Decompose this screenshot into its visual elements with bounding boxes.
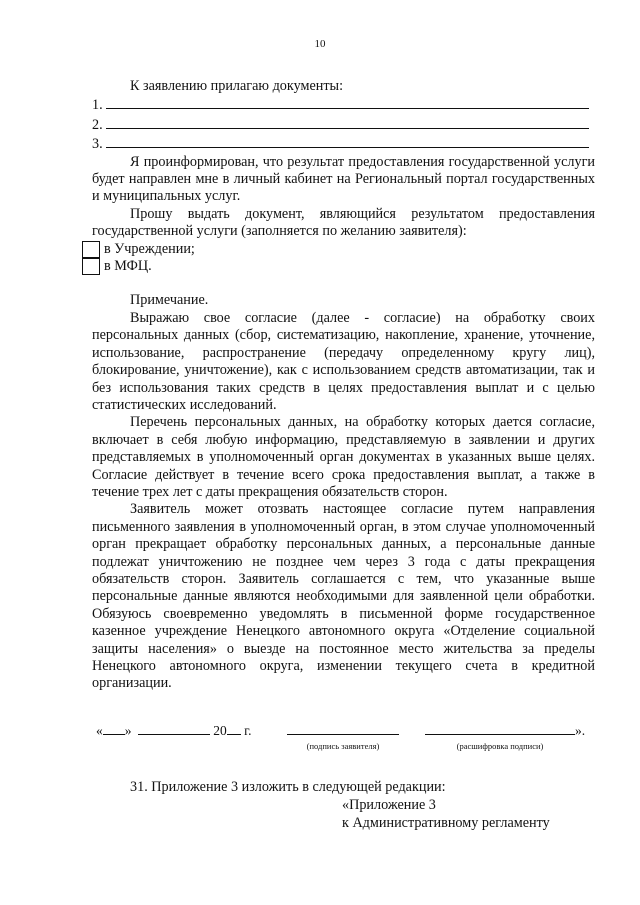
page-number: 10 [314, 38, 326, 50]
amendment-line: 31. Приложение 3 изложить в следующей редакции: [130, 779, 446, 795]
quote-open: « [96, 723, 103, 738]
decode-blank[interactable] [425, 722, 575, 735]
date-field[interactable] [96, 722, 252, 739]
document-blank-field[interactable] [106, 134, 589, 148]
attachments-heading: К заявлению прилагаю документы: [130, 78, 344, 94]
spacer [92, 275, 595, 292]
signature-caption: (подпись заявителя) [306, 741, 380, 751]
document-line-number: 3. [92, 136, 103, 153]
option-institution[interactable] [82, 241, 595, 258]
checkbox[interactable] [82, 241, 100, 258]
decode-caption: (расшифровка подписи) [456, 741, 544, 751]
end-mark: ». [575, 723, 586, 738]
month-blank[interactable] [138, 722, 210, 735]
note-heading: Примечание. [130, 292, 209, 309]
form-body [92, 78, 595, 693]
informed-paragraph: Я проинформирован, что результат предоставления государственной услуги будет направлен мне в личный кабинет на Региональный портал государственных и муниципальных услуг. [92, 153, 595, 205]
year-prefix: 20 [213, 723, 227, 738]
day-blank[interactable] [103, 722, 125, 735]
checkbox[interactable] [82, 258, 100, 275]
signature-field[interactable] [287, 722, 399, 739]
document-line-1 [92, 95, 595, 114]
option-label: в Учреждении; [104, 240, 195, 257]
document-line-number: 1. [92, 97, 103, 114]
quote-close: » [124, 723, 132, 738]
decode-field[interactable] [425, 722, 585, 739]
signature-blank[interactable] [287, 722, 399, 735]
year-blank[interactable] [227, 722, 241, 735]
option-mfc[interactable] [82, 258, 595, 275]
consent-paragraph-2: Перечень персональных данных, на обработку которых дается согласие, включает в себя любую информацию, представляемую в заявлении и других представляемых в уполномоченный орган документах в указанных выше целях. Согласие действует в течение всего срока предоставления выплат, а также в течение трех лет с даты прекращения обязательств сторон. [92, 414, 595, 500]
option-label: в МФЦ. [104, 258, 152, 275]
appendix-title: «Приложение 3 [342, 797, 436, 813]
year-suffix: г. [244, 723, 252, 738]
document-line-number: 2. [92, 116, 103, 133]
amendment-block [92, 778, 595, 832]
request-paragraph: Прошу выдать документ, являющийся результатом предоставления государственной услуги (заполняется по желанию заявителя): [92, 205, 595, 240]
document-blank-field[interactable] [106, 115, 589, 129]
consent-paragraph-3: Заявитель может отозвать настоящее согласие путем направления письменного заявления в уполномоченный орган, в этом случае уполномоченный орган прекращает обработку персональных данных, а персональные данные подлежат уничтожению не позднее чем через 3 года с даты прекращения обязательств сторон. Заявитель соглашается с тем, что указанные выше персональные данные являются необходимыми для заявленной цели обработки. Обязуюсь своевременно уведомлять в письменной форме государственное казенное учреждение Ненецкого автономного округа «Отделение социальной защиты населения» о выезде на постоянное место жительства за пределы Ненецкого автономного округа, изменении текущего счета в кредитной организации. [92, 501, 595, 692]
appendix-subtitle: к Административному регламенту [342, 815, 550, 831]
document-blank-field[interactable] [106, 95, 589, 109]
signature-block [92, 722, 602, 752]
document-line-3 [92, 134, 595, 153]
consent-paragraph-1: Выражаю свое согласие (далее - согласие) на обработку своих персональных данных (сбор, систематизацию, накопление, хранение, уточнение, использование, распространение (передачу определенному кругу лиц), блокирование, уничтожение), как с использованием средств автоматизации, так и без использования таких средств в целях предоставления выплат и с целью статистических исследований. [92, 309, 595, 413]
document-line-2 [92, 115, 595, 134]
